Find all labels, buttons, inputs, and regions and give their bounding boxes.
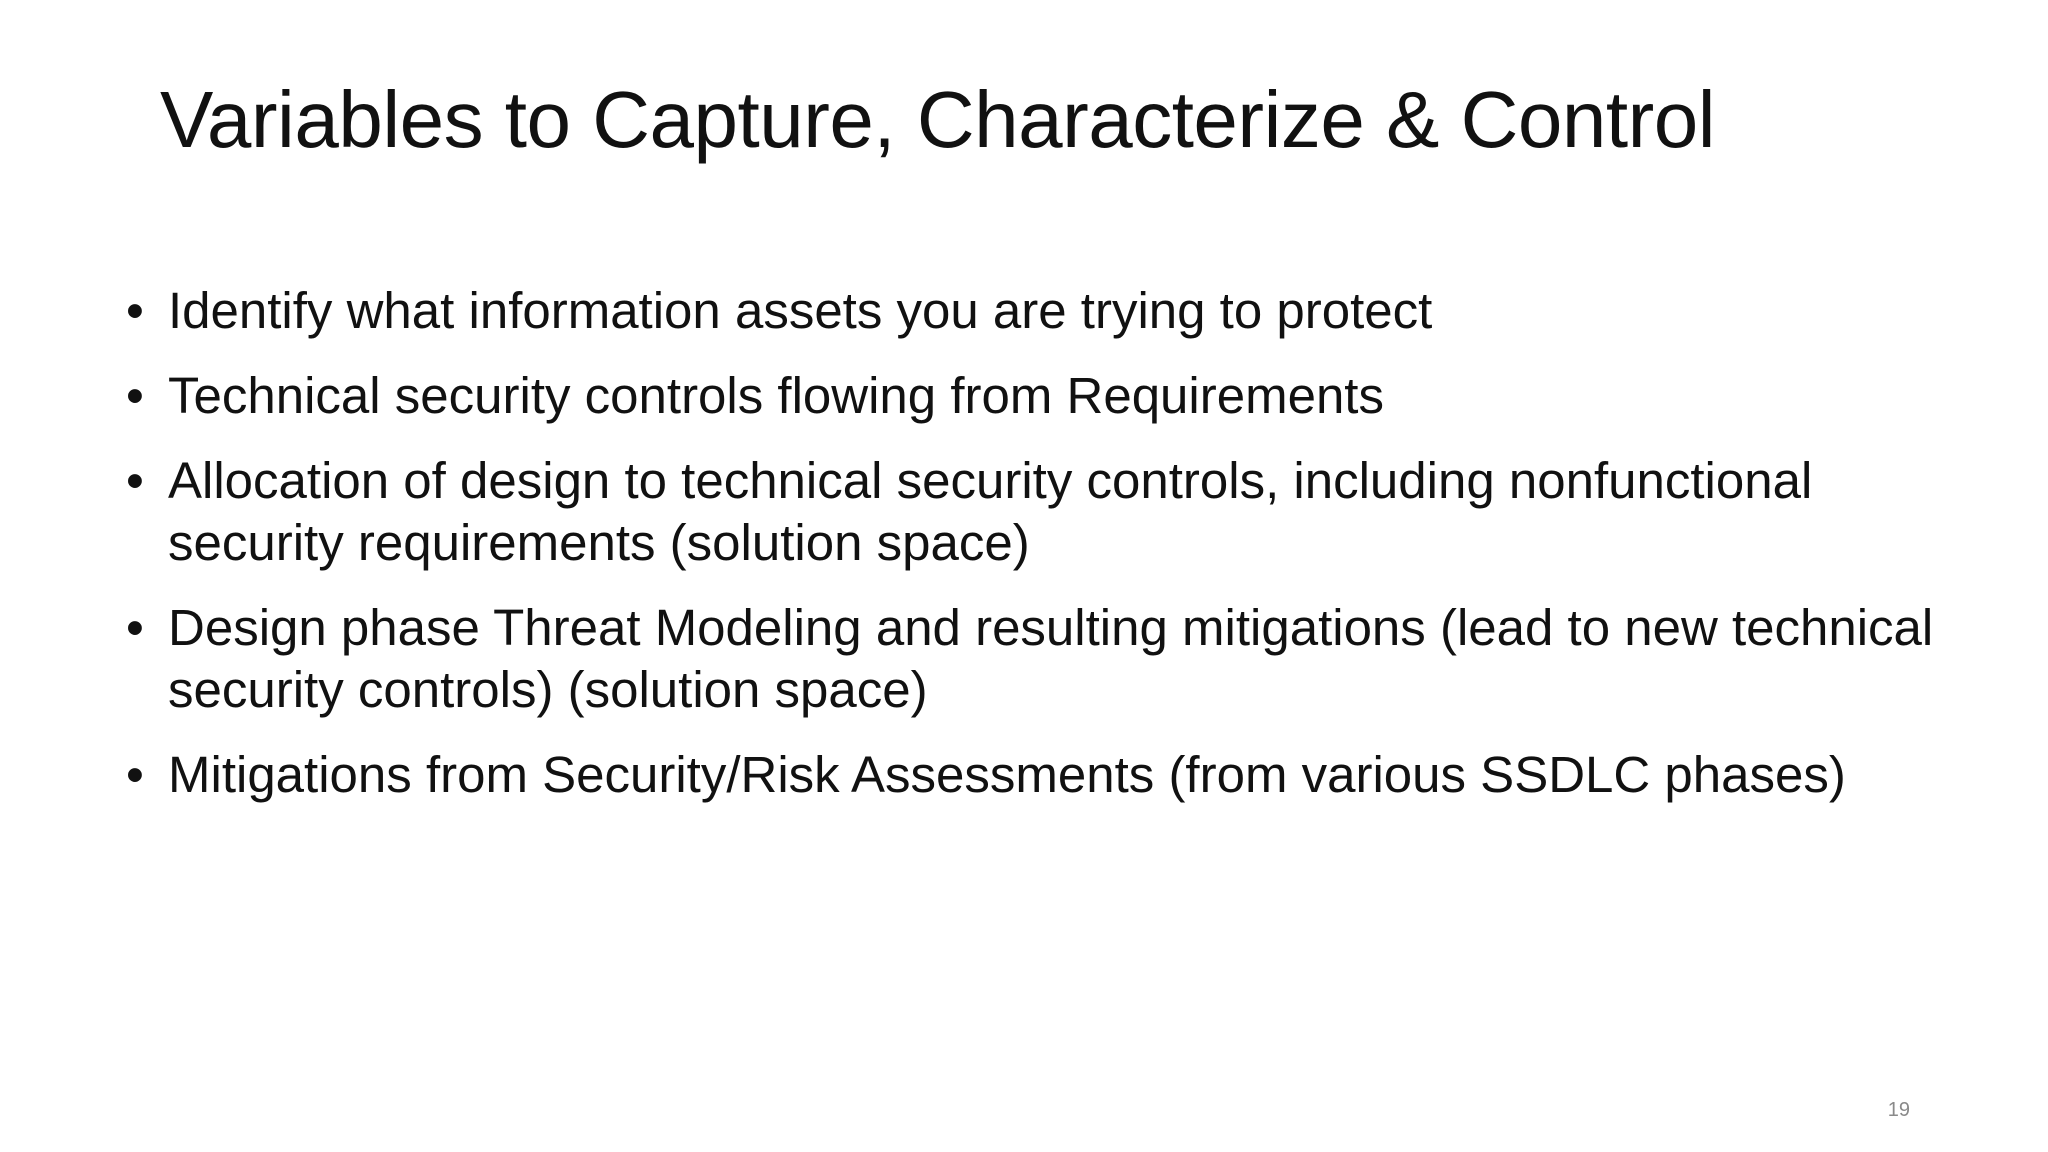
bullet-text: Identify what information assets you are trying to protect bbox=[168, 282, 1433, 339]
bullet-list bbox=[126, 280, 1986, 829]
bullet-icon: • bbox=[126, 367, 144, 424]
bullet-icon: • bbox=[126, 452, 144, 509]
bullet-icon: • bbox=[126, 282, 144, 339]
list-item bbox=[126, 597, 1986, 721]
list-item bbox=[126, 450, 1986, 574]
bullet-text: Allocation of design to technical security controls, including nonfunctional security requirements (solution space) bbox=[168, 452, 1813, 571]
list-item bbox=[126, 744, 1986, 806]
slide-title: Variables to Capture, Characterize & Control bbox=[160, 75, 1716, 164]
bullet-icon: • bbox=[126, 746, 144, 803]
list-item bbox=[126, 365, 1986, 427]
list-item bbox=[126, 280, 1986, 342]
bullet-text: Design phase Threat Modeling and resulting mitigations (lead to new technical security controls) (solution space) bbox=[168, 599, 1934, 718]
slide-number: 19 bbox=[1887, 1099, 1910, 1121]
bullet-icon: • bbox=[126, 599, 144, 656]
bullet-text: Mitigations from Security/Risk Assessments (from various SSDLC phases) bbox=[168, 746, 1846, 803]
bullet-text: Technical security controls flowing from Requirements bbox=[168, 367, 1384, 424]
